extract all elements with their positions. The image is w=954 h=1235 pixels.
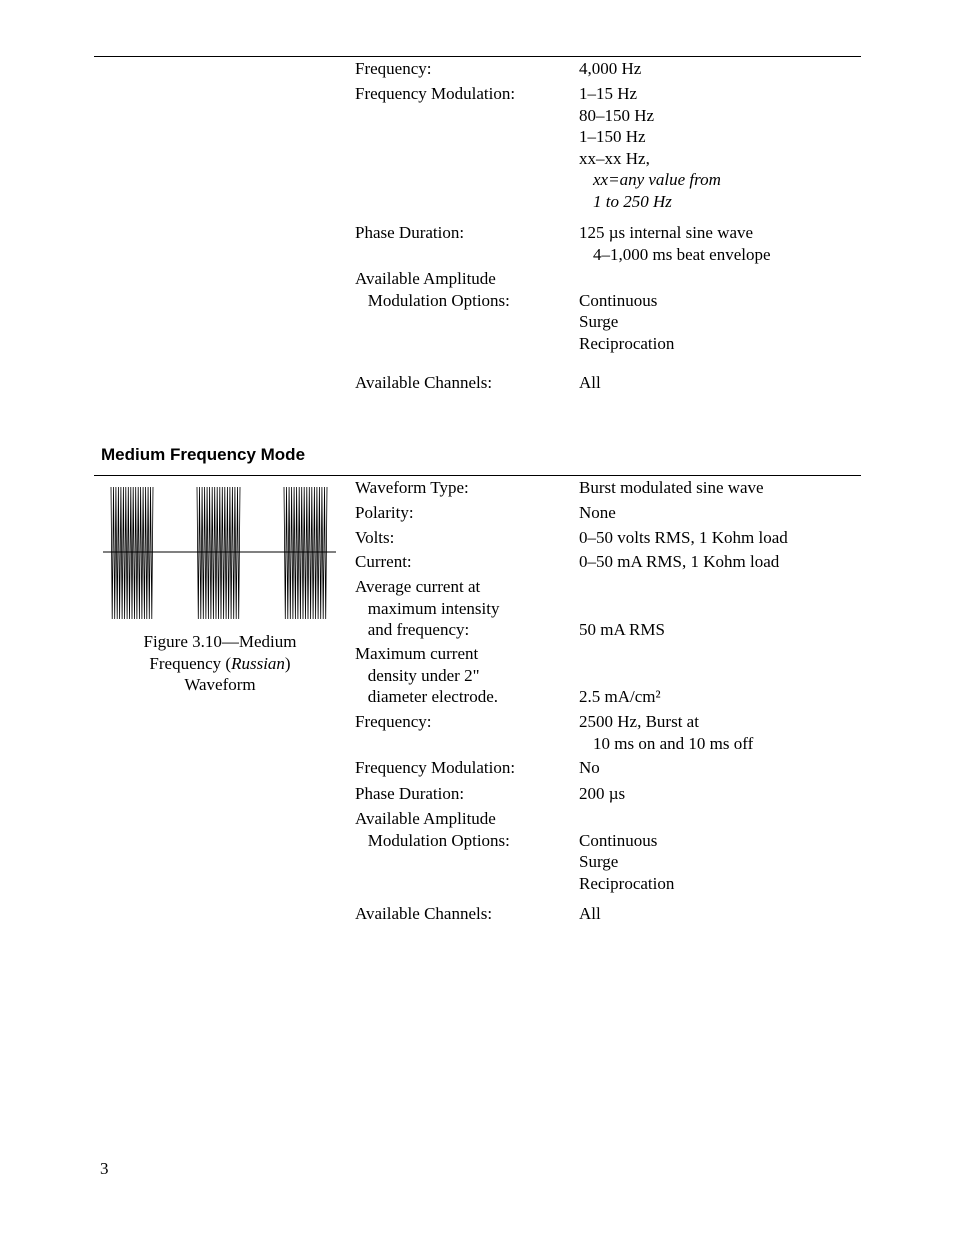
spec-label: Current: bbox=[355, 552, 412, 571]
spec-value: 1–15 Hz 80–150 Hz 1–150 Hz xx–xx Hz, xx=any value from 1 to 250 Hz bbox=[579, 84, 721, 211]
caption-line-2: Frequency (Russian) bbox=[149, 653, 291, 673]
waveform-burst bbox=[197, 487, 240, 619]
spec-value: 125 µs internal sine wave 4–1,000 ms beat envelope bbox=[579, 223, 771, 264]
spec-label: Frequency Modulation: bbox=[355, 758, 516, 777]
spec-value: All bbox=[579, 373, 601, 392]
spec-label: Frequency: bbox=[355, 59, 432, 78]
spec-value: All bbox=[579, 904, 601, 923]
spec-label: Waveform Type: bbox=[355, 478, 469, 497]
spec-label: Average current at maximum intensity and frequency: bbox=[355, 577, 500, 639]
spec-label: Phase Duration: bbox=[355, 223, 465, 242]
section-rule bbox=[94, 475, 861, 476]
spec-value: 0–50 mA RMS, 1 Kohm load bbox=[579, 552, 780, 571]
spec-value: No bbox=[579, 758, 600, 777]
page-number: 3 bbox=[100, 1159, 109, 1178]
spec-value: Continuous Surge Reciprocation bbox=[579, 830, 675, 893]
spec-value: 2.5 mA/cm² bbox=[579, 687, 661, 706]
spec-label: Available Amplitude Modulation Options: bbox=[355, 269, 510, 310]
spec-value: 0–50 volts RMS, 1 Kohm load bbox=[579, 528, 788, 547]
spec-value: 50 mA RMS bbox=[579, 620, 665, 639]
figure-caption bbox=[104, 631, 336, 696]
top-rule bbox=[94, 56, 861, 57]
caption-line-1: Figure 3.10—Medium bbox=[143, 632, 297, 651]
spec-label: Polarity: bbox=[355, 503, 414, 522]
spec-label: Maximum current density under 2" diameter electrode. bbox=[355, 644, 499, 706]
spec-value: 200 µs bbox=[579, 784, 626, 803]
spec-value: Continuous Surge Reciprocation bbox=[579, 290, 675, 353]
spec-value: Burst modulated sine wave bbox=[579, 478, 764, 497]
spec-label: Frequency Modulation: bbox=[355, 84, 516, 103]
russian-waveform-graphic bbox=[103, 484, 337, 622]
waveform-figure bbox=[103, 484, 337, 628]
spec-label: Volts: bbox=[355, 528, 395, 547]
spec-label: Phase Duration: bbox=[355, 784, 465, 803]
spec-value: 4,000 Hz bbox=[579, 59, 642, 78]
spec-value: 2500 Hz, Burst at 10 ms on and 10 ms off bbox=[579, 712, 754, 753]
section-heading: Medium Frequency Mode bbox=[101, 445, 306, 464]
waveform-burst bbox=[284, 487, 327, 619]
spec-label: Frequency: bbox=[355, 712, 432, 731]
spec-value: None bbox=[579, 503, 616, 522]
spec-label: Available Channels: bbox=[355, 904, 493, 923]
spec-label: Available Amplitude Modulation Options: bbox=[355, 809, 510, 850]
waveform-burst bbox=[111, 487, 153, 619]
spec-label: Available Channels: bbox=[355, 373, 493, 392]
caption-line-3: Waveform bbox=[184, 675, 256, 694]
